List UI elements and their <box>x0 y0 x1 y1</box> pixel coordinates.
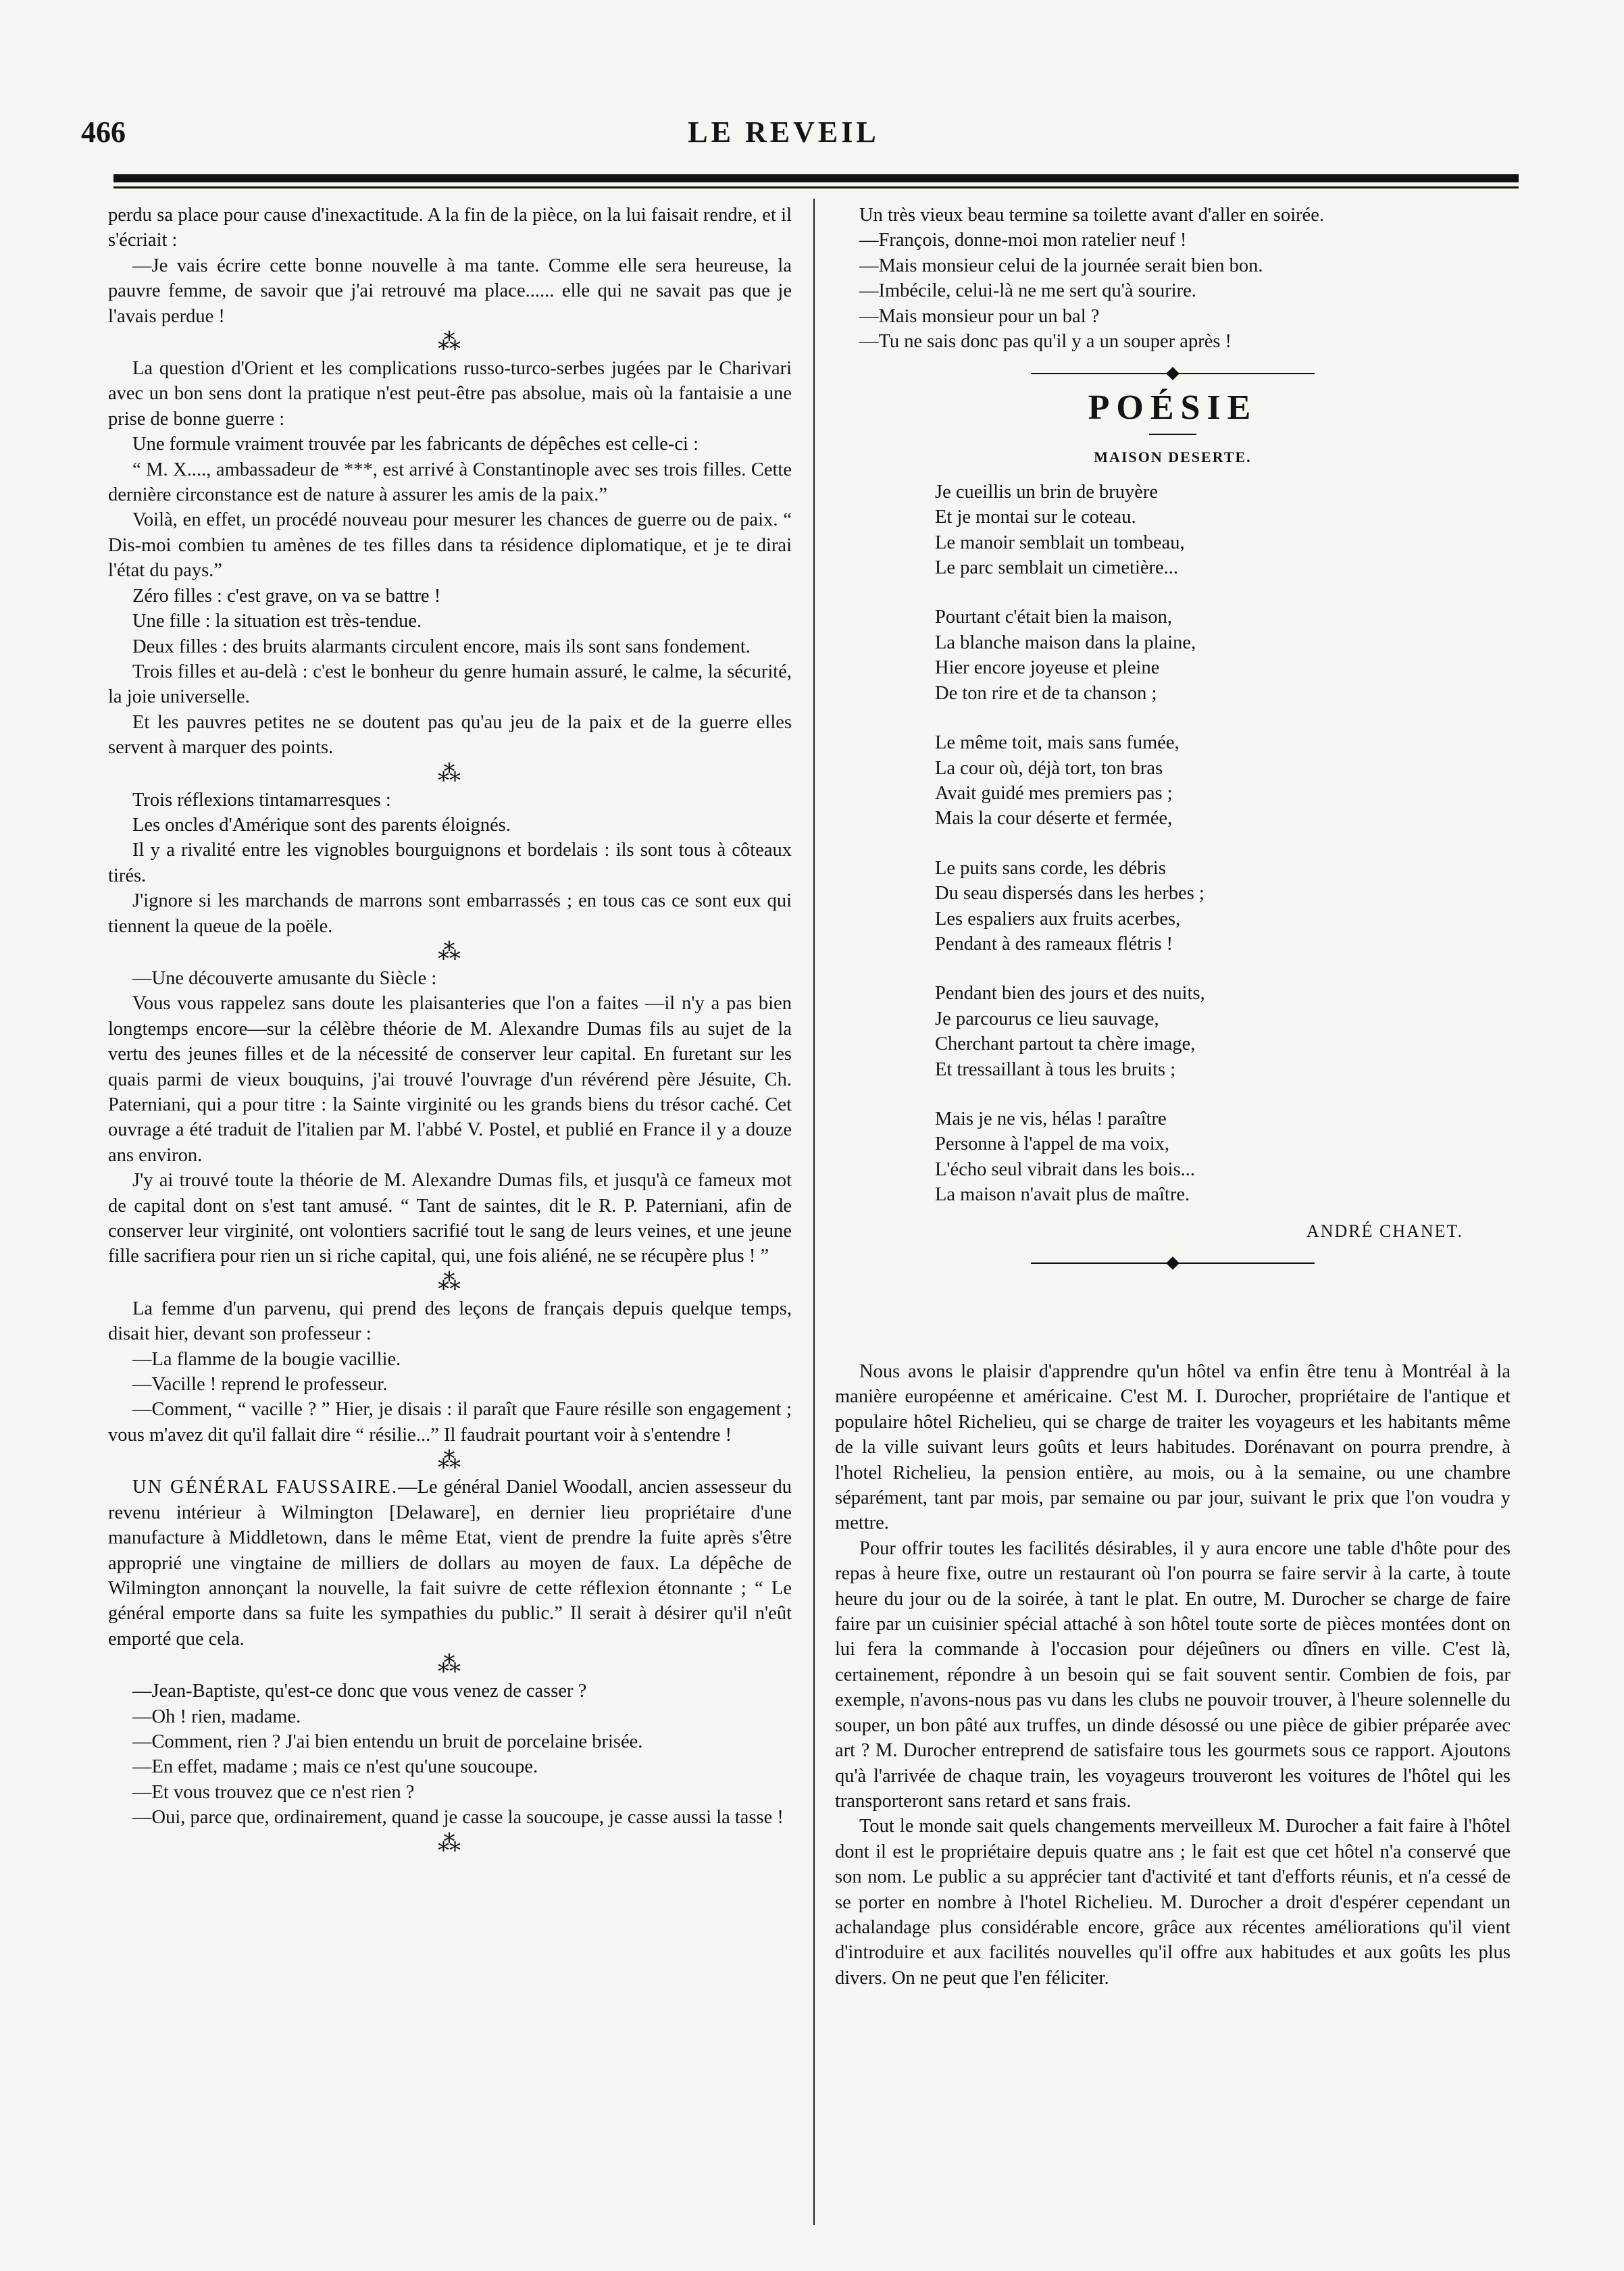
paragraph: Trois réflexions tintamarresques : <box>132 789 391 811</box>
poem-author: ANDRÉ CHANET. <box>1306 1221 1463 1241</box>
poem-line: La blanche maison dans la plaine, <box>935 632 1196 653</box>
asterism-separator: ⁂ <box>438 1269 462 1295</box>
poem-line: Pourtant c'était bien la maison, <box>935 607 1173 628</box>
paragraph: Nous avons le plaisir d'apprendre qu'un hôtel va enfin être tenu à Montréal à la manière européenne et américaine. C'est M. I. Durocher, propriétaire de l'antique et populaire hôtel Richelieu, qui se charge de traiter les voyageurs et les habitants même de la ville suivant leurs goûts et leurs habitudes. Dorénavant on pourra prendre, à l'hotel Richelieu, la pension entière, au mois, ou à la semaine, ou une chambre séparément, tant par mois, par semaine ou par jour, suivant le prix que l'on voudra y mettre. <box>835 1361 1511 1534</box>
poem-line: La cour où, déjà tort, ton bras <box>935 757 1163 779</box>
paragraph: Voilà, en effet, un procédé nouveau pour mesurer les chances de guerre ou de paix. “ Dis-moi combien tu amènes de tes filles dans ta résidence diplomatique, et je te dirai l'état du pays.” <box>108 509 792 582</box>
poem-line: Avait guidé mes premiers pas ; <box>935 782 1173 804</box>
poem-line: Je parcourus ce lieu sauvage, <box>935 1008 1159 1029</box>
paragraph: —Oui, parce que, ordinairement, quand je casse la soucoupe, je casse aussi la tasse ! <box>132 1807 784 1829</box>
journal-title: LE REVEIL <box>688 116 880 149</box>
poem-line: Personne à l'appel de ma voix, <box>935 1133 1170 1155</box>
ornament-rule <box>1031 366 1315 381</box>
paragraph: —Et vous trouvez que ce n'est rien ? <box>132 1781 415 1803</box>
paragraph: —Imbécile, celui-là ne me sert qu'à sourire. <box>859 280 1196 302</box>
page-header <box>81 115 1486 162</box>
paragraph: —François, donne-moi mon ratelier neuf ! <box>859 230 1187 251</box>
paragraph: —Oh ! rien, madame. <box>132 1706 301 1727</box>
right-column-top <box>835 203 1511 1277</box>
paragraph: Trois filles et au-delà : c'est le bonheur du genre humain assuré, le calme, la sécurité, la joie universelle. <box>108 661 792 708</box>
poem-line: Et je montai sur le coteau. <box>935 507 1136 528</box>
paragraph: Les oncles d'Amérique sont des parents éloignés. <box>132 814 511 836</box>
paragraph: —Mais monsieur celui de la journée serait bien bon. <box>859 255 1263 276</box>
short-rule <box>1149 434 1196 435</box>
poem-line: Je cueillis un brin de bruyère <box>935 481 1159 503</box>
ornament-diamond <box>1166 367 1179 381</box>
poem-line: Hier encore joyeuse et pleine <box>935 657 1160 679</box>
paragraph: perdu sa place pour cause d'inexactitude. A la fin de la pièce, on la lui faisait rendre, et il s'écriait : <box>108 205 792 251</box>
poetry-heading: POÉSIE <box>1088 388 1258 428</box>
poem-line: Mais la cour déserte et fermée, <box>935 808 1173 830</box>
asterism-separator: ⁂ <box>438 1448 462 1474</box>
asterism-separator: ⁂ <box>438 939 462 965</box>
paragraph: “ M. X...., ambassadeur de ***, est arrivé à Constantinople avec ses trois filles. Cette dernière circonstance est de nature à assurer les amis de la paix.” <box>108 459 792 506</box>
poem-line: Pendant bien des jours et des nuits, <box>935 983 1205 1004</box>
poem-line: Les espaliers aux fruits acerbes, <box>935 908 1181 929</box>
poem-stanza <box>935 856 1511 957</box>
poem-line: L'écho seul vibrait dans les bois... <box>935 1158 1196 1180</box>
paragraph: —Jean-Baptiste, qu'est-ce donc que vous venez de casser ? <box>132 1681 587 1702</box>
article-body: —Le général Daniel Woodall, ancien assesseur du revenu intérieur à Wilmington [Delaware], en dernier lieu propriétaire d'une manufacture à Middletown, dans le même Etat, vient de prendre la fuite après s'être approprié une vingtaine de milliers de dollars au moyen de faux. La dépêche de Wilmington annonçant la nouvelle, la fait suivre de cette réflexion étonnante ; “ Le général emporte dans sa fuite les sympathies du public.” Il serait à désirer qu'il n'eût emporté que cela. <box>108 1477 792 1650</box>
paragraph: Pour offrir toutes les facilités désirables, il y aura encore une table d'hôte pour des repas à heure fixe, outre un restaurant où l'on pourra se faire servir à la carte, à toute heure du jour ou de la soirée, à tant le plat. En outre, M. Durocher se charge de faire faire par un cuisinier spécial attaché à son hôtel toute sorte de pièces montées dont on lui fera la commande à l'occasion pour déjeûners ou dîners en ville. C'est là, certainement, répondre à un besoin qui se fait souvent sentir. Combien de fois, par exemple, n'avons-nous pas vu dans les clubs ne pouvoir trouver, à l'heure solennelle du souper, un bon pâté aux truffes, un dinde désossé ou une pièce de gibier préparée avec art ? M. Durocher entreprend de satisfaire tous les gourmets sous ce rapport. Ajoutons qu'à l'arrivée de chaque train, les voyageurs trouveront les voitures de l'hôtel qui les transporteront sans retard et sans frais. <box>835 1537 1511 1812</box>
paragraph: Une fille : la situation est très-tendue. <box>132 611 422 632</box>
asterism-separator: ⁂ <box>438 761 462 786</box>
paragraph: Un très vieux beau termine sa toilette avant d'aller en soirée. <box>859 205 1325 226</box>
paragraph: —Une découverte amusante du Siècle : <box>132 967 437 989</box>
paragraph: J'y ai trouvé toute la théorie de M. Alexandre Dumas fils, et jusqu'à ce fameux mot de capital dont on s'est tant amusé. “ Tant de saintes, dit le R. P. Paterniani, afin de conserver leur virginité, ont volontiers sacrifié tout le sang de leurs veines, et une jeune fille sacrifiera pour rien un si riche capital, qui, une fois aliéné, ne se récupère plus ! ” <box>108 1170 792 1267</box>
asterism-separator: ⁂ <box>438 1652 462 1678</box>
poem-line: Le parc semblait un cimetière... <box>935 557 1179 579</box>
paragraph: —Vacille ! reprend le professeur. <box>132 1374 388 1396</box>
paragraph: —La flamme de la bougie vacillie. <box>132 1348 401 1370</box>
paragraph: Vous vous rappelez sans doute les plaisanteries que l'on a faites —il n'y a pas bien longtemps encore—sur la célèbre théorie de M. Alexandre Dumas fils au sujet de la vertu des jeunes filles et de la nécessité de conserver leur capital. En furetant sur les quais parmi de vieux bouquins, j'ai trouvé l'ouvrage d'un révérend père Jésuite, Ch. Paterniani, qui a pour titre : la Sainte virginité ou les grands biens du trésor caché. Cet ouvrage a été traduit de l'italien par M. l'abbé V. Postel, et publié en France il y a douze ans environ. <box>108 993 792 1166</box>
paragraph <box>108 1475 792 1652</box>
ornament-rule <box>1031 1256 1315 1271</box>
paragraph: —Je vais écrire cette bonne nouvelle à ma tante. Comme elle sera heureuse, la pauvre femme, de savoir que j'ai retrouvé ma place...... elle qui ne savait pas que je l'avais perdue ! <box>108 255 792 327</box>
paragraph: Tout le monde sait quels changements merveilleux M. Durocher a fait faire à l'hôtel dont il est le propriétaire depuis quatre ans ; le fait est que cet hôtel n'a conservé que son nom. Le public a su apprécier tant d'activité et tant d'efforts réunis, et n'a cessé de se porter en nombre à l'hotel Richelieu. M. Durocher a droit d'espérer cependant un achalandage plus considérable encore, grâce aux récentes améliorations qu'il vient d'introduire et aux facilités nouvelles qu'il offre aux habitudes et aux goûts les plus divers. On ne peut que l'en féliciter. <box>835 1816 1511 1989</box>
poem-stanza <box>935 605 1511 706</box>
poem-line: Et tressaillant à tous les bruits ; <box>935 1058 1176 1080</box>
poem-stanza <box>935 981 1511 1082</box>
paragraph: —Comment, “ vacille ? ” Hier, je disais : il paraît que Faure résille son engagement ; vous m'avez dit qu'il fallait dire “ résilie...” Il faudrait pourtant voir à s'entendre ! <box>108 1399 792 1446</box>
asterism-separator: ⁂ <box>438 330 462 355</box>
article-lead: UN GÉNÉRAL FAUSSAIRE. <box>132 1477 399 1498</box>
poem-line: Du seau dispersés dans les herbes ; <box>935 883 1204 904</box>
paragraph: Deux filles : des bruits alarmants circulent encore, mais ils sont sans fondement. <box>132 636 751 657</box>
right-column-bottom <box>835 1359 1511 1991</box>
paragraph: J'ignore si les marchands de marrons sont embarrassés ; en tous cas ce sont eux qui tiennent la queue de la poële. <box>108 890 792 937</box>
poem-line: La maison n'avait plus de maître. <box>935 1184 1190 1206</box>
paragraph: —Tu ne sais donc pas qu'il y a un souper après ! <box>859 331 1232 353</box>
poem-line: Le puits sans corde, les débris <box>935 857 1166 879</box>
poem-stanza <box>935 480 1511 581</box>
ornament-diamond <box>1166 1256 1179 1270</box>
paragraph: —En effet, madame ; mais ce n'est qu'une soucoupe. <box>132 1756 538 1778</box>
paragraph: La question d'Orient et les complications russo-turco-serbes jugées par le Charivari avec un bon sens dont la pratique n'est peut-être pas absolue, mais où la fantaisie a une prise de bonne guerre : <box>108 358 792 430</box>
header-rule-thick <box>113 174 1519 182</box>
poem-line: Pendant à des rameaux flétris ! <box>935 933 1173 954</box>
paragraph: —Comment, rien ? J'ai bien entendu un bruit de porcelaine brisée. <box>132 1731 643 1752</box>
poem-line: Mais je ne vis, hélas ! paraître <box>935 1108 1167 1129</box>
paragraph: La femme d'un parvenu, qui prend des leçons de français depuis quelque temps, disait hier, devant son professeur : <box>108 1298 792 1345</box>
poem-stanza <box>935 730 1511 832</box>
column-divider <box>813 199 815 2225</box>
poem-line: Le même toit, mais sans fumée, <box>935 732 1179 754</box>
paragraph: Il y a rivalité entre les vignobles bourguignons et bordelais : ils sont tous à côteaux tirés. <box>108 840 792 886</box>
header-rule-thin <box>113 186 1519 188</box>
paragraph: Une formule vraiment trouvée par les fabricants de dépêches est celle-ci : <box>132 434 699 455</box>
page-number: 466 <box>81 116 126 149</box>
paragraph: Et les pauvres petites ne se doutent pas qu'au jeu de la paix et de la guerre elles servent à marquer des points. <box>108 711 792 759</box>
left-column <box>108 203 792 1858</box>
asterism-separator: ⁂ <box>438 1831 462 1856</box>
paragraph: —Mais monsieur pour un bal ? <box>859 305 1100 327</box>
poem-line: Cherchant partout ta chère image, <box>935 1034 1196 1055</box>
poem-line: De ton rire et de ta chanson ; <box>935 682 1157 704</box>
poem-title: MAISON DESERTE. <box>1094 449 1252 466</box>
poem-line: Le manoir semblait un tombeau, <box>935 532 1185 553</box>
poem-stanza <box>935 1106 1511 1208</box>
paragraph: Zéro filles : c'est grave, on va se battre ! <box>132 585 441 607</box>
